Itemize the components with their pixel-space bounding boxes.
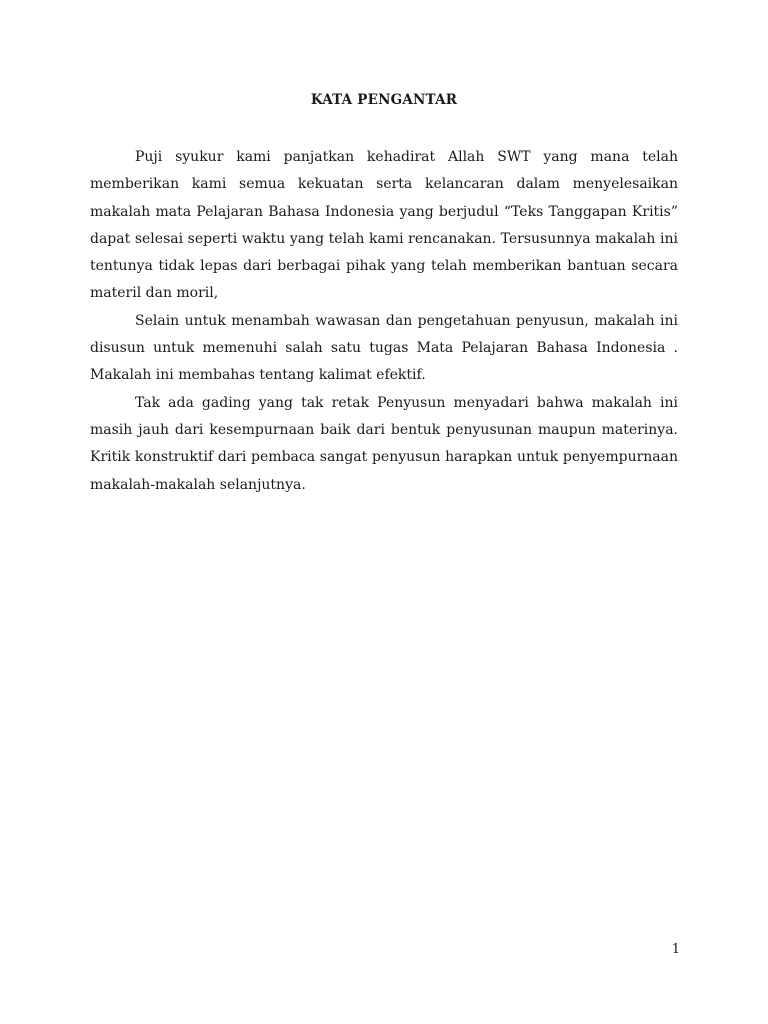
page-number: 1 [671,942,680,957]
page-title: KATA PENGANTAR [310,92,458,108]
paragraph-3: Tak ada gading yang tak retak Penyusun menyadari bahwa makalah ini masih jauh dari kesempurnaan baik dari bentuk penyusunan maupun materinya. Kritik konstruktif dari pembaca sangat penyusun harapkan untuk penyempurnaan makalah-makalah selanjutnya. [90,394,678,493]
paragraph-1: Puji syukur kami panjatkan kehadirat Allah SWT yang mana telah memberikan kami semua kekuatan serta kelancaran dalam menyelesaikan makalah mata Pelajaran Bahasa Indonesia yang berjudul “Teks Tanggapan Kritis” dapat selesai seperti waktu yang telah kami rencanakan. Tersusunnya makalah ini tentunya tidak lepas dari berbagai pihak yang telah memberikan bantuan secara materil dan moril, [90,149,678,302]
paragraph-2: Selain untuk menambah wawasan dan pengetahuan penyusun, makalah ini disusun untuk memenuhi salah satu tugas Mata Pelajaran Bahasa Indonesia . Makalah ini membahas tentang kalimat efektif. [90,312,678,384]
document-body [90,144,678,499]
